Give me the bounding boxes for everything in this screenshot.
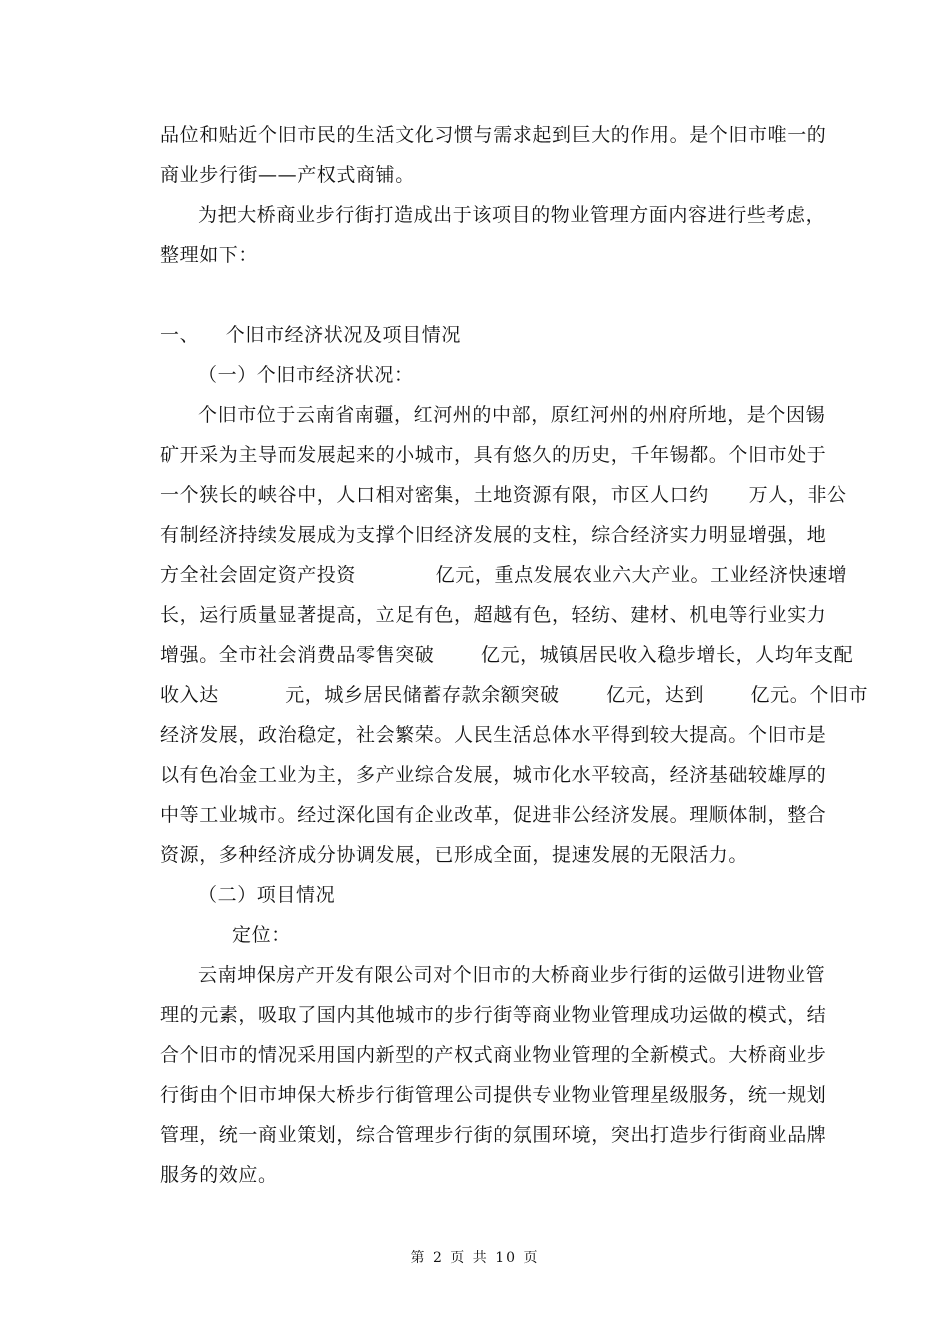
text-line: 一个狭长的峡谷中，人口相对密集，土地资源有限，市区人口约 万人，非公 <box>160 484 847 506</box>
text-line: 品位和贴近个旧市民的生活文化习惯与需求起到巨大的作用。是个旧市唯一的 <box>160 124 827 146</box>
text-line: 管理，统一商业策划，综合管理步行街的氛围环境，突出打造步行街商业品牌 <box>160 1124 827 1146</box>
text-line: 云南坤保房产开发有限公司对个旧市的大桥商业步行街的运做引进物业管 <box>198 964 826 986</box>
text-line: 服务的效应。 <box>160 1164 278 1186</box>
text-line: 理的元素，吸取了国内其他城市的步行街等商业物业管理成功运做的模式，结 <box>160 1004 827 1026</box>
text-line: 个旧市位于云南省南疆，红河州的中部，原红河州的州府所地，是个因锡 <box>198 404 826 426</box>
text-line: 为把大桥商业步行街打造成出于该项目的物业管理方面内容进行些考虑， <box>198 204 826 226</box>
subsection-heading: （二）项目情况 <box>198 884 336 906</box>
text-line: 长，运行质量显著提高，立足有色，超越有色，轻纺、建材、机电等行业实力 <box>160 604 827 626</box>
text-line: 经济发展，政治稳定，社会繁荣。人民生活总体水平得到较大提高。个旧市是 <box>160 724 827 746</box>
text-line: 有制经济持续发展成为支撑个旧经济发展的支柱，综合经济实力明显增强，地 <box>160 524 827 546</box>
text-line: 以有色冶金工业为主，多产业综合发展，城市化水平较高，经济基础较雄厚的 <box>160 764 827 786</box>
subsection-heading: （一）个旧市经济状况： <box>198 364 414 386</box>
text-line: 矿开采为主导而发展起来的小城市，具有悠久的历史，千年锡都。个旧市处于 <box>160 444 827 466</box>
text-line: 中等工业城市。经过深化国有企业改革，促进非公经济发展。理顺体制，整合 <box>160 804 827 826</box>
text-line: 收入达 元，城乡居民储蓄存款余额突破 亿元，达到 亿元。个旧市 <box>160 684 869 706</box>
text-line: 方全社会固定资产投资 亿元，重点发展农业六大产业。工业经济快速增 <box>160 564 848 586</box>
text-line: 行街由个旧市坤保大桥步行街管理公司提供专业物业管理星级服务，统一规划 <box>160 1084 827 1106</box>
text-line: 整理如下： <box>160 244 259 266</box>
section-heading: 一、 个旧市经济状况及项目情况 <box>160 324 461 346</box>
text-line: 定位： <box>232 924 291 946</box>
text-line: 合个旧市的情况采用国内新型的产权式商业物业管理的全新模式。大桥商业步 <box>160 1044 827 1066</box>
page-footer: 第 2 页 共 10 页 <box>410 1250 540 1266</box>
text-line: 资源，多种经济成分协调发展，已形成全面，提速发展的无限活力。 <box>160 844 749 866</box>
text-line: 商业步行街——产权式商铺。 <box>160 164 415 186</box>
text-line: 增强。全市社会消费品零售突破 亿元，城镇居民收入稳步增长，人均年支配 <box>160 644 854 666</box>
